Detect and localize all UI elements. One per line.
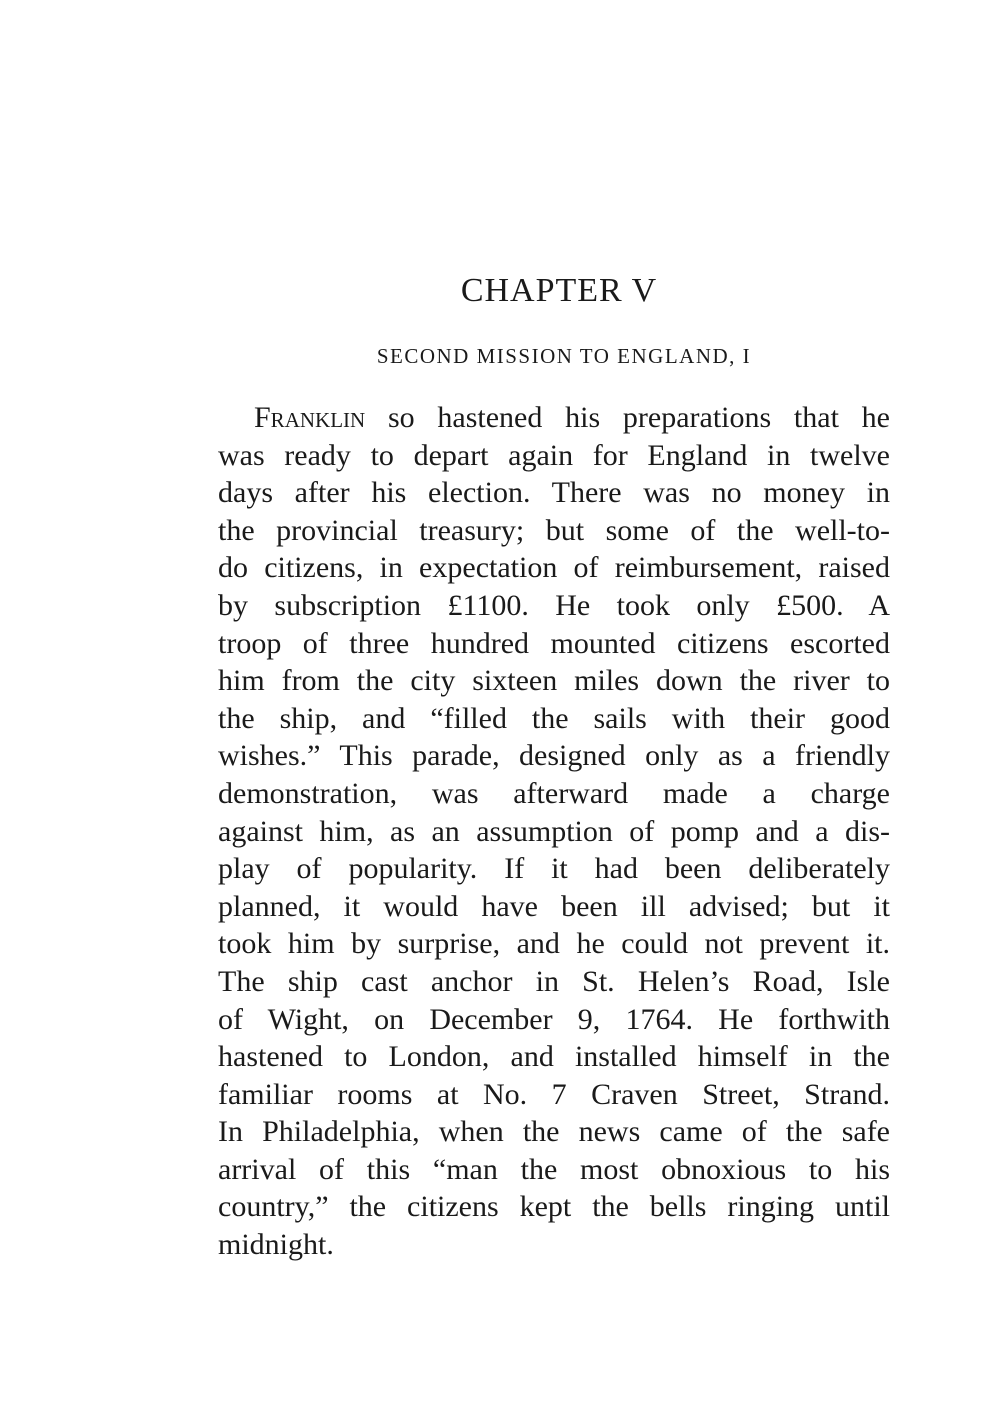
- body-line: days after his election. There was no money in: [218, 476, 890, 510]
- chapter-body-paragraph: [218, 399, 890, 1264]
- body-line-text: so hastened his preparations that he: [365, 401, 890, 434]
- body-line: [218, 399, 890, 437]
- chapter-heading: CHAPTER V: [460, 272, 658, 309]
- body-line: troop of three hundred mounted citizens escorted: [218, 626, 890, 660]
- body-line: demonstration, was afterward made a charge: [218, 776, 890, 810]
- body-line: hastened to London, and installed himself in the: [218, 1040, 890, 1074]
- body-line: against him, as an assumption of pomp and a dis-: [218, 814, 890, 848]
- body-line: planned, it would have been ill advised; but it: [218, 889, 890, 923]
- body-line: wishes.” This parade, designed only as a friendly: [218, 739, 890, 773]
- body-line: do citizens, in expectation of reimbursement, raised: [218, 551, 890, 585]
- body-line: The ship cast anchor in St. Helen’s Road, Isle: [218, 964, 890, 998]
- body-line: midnight.: [218, 1228, 334, 1262]
- body-line: the provincial treasury; but some of the well-to-: [218, 513, 890, 547]
- body-line: In Philadelphia, when the news came of the safe: [218, 1115, 890, 1149]
- body-line: the ship, and “filled the sails with their good: [218, 701, 890, 735]
- lead-word: Franklin: [254, 401, 366, 434]
- body-line: by subscription £1100. He took only £500. A: [218, 588, 890, 622]
- body-line: him from the city sixteen miles down the river to: [218, 664, 890, 698]
- body-line: of Wight, on December 9, 1764. He forthwith: [218, 1002, 890, 1036]
- body-line: was ready to depart again for England in twelve: [218, 438, 890, 472]
- body-line: familiar rooms at No. 7 Craven Street, Strand.: [218, 1077, 890, 1111]
- body-line: took him by surprise, and he could not prevent it.: [218, 927, 890, 961]
- body-line: arrival of this “man the most obnoxious to his: [218, 1152, 890, 1186]
- body-line: country,” the citizens kept the bells ringing until: [218, 1190, 890, 1224]
- chapter-subtitle: SECOND MISSION TO ENGLAND, I: [376, 344, 752, 368]
- body-line: play of popularity. If it had been deliberately: [218, 852, 890, 886]
